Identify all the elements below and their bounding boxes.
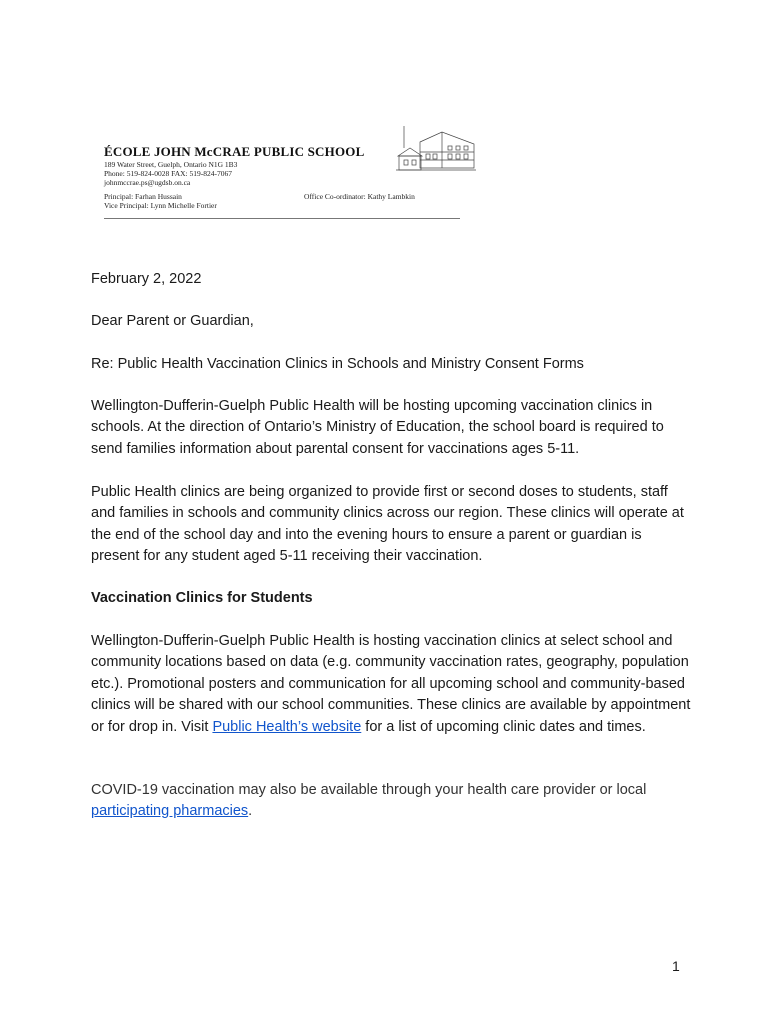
school-building-icon: [396, 122, 476, 182]
school-email: johnmccrae.ps@ugdsb.on.ca: [104, 178, 191, 187]
school-phone-fax: Phone: 519-824-0028 FAX: 519-824-7067: [104, 169, 232, 178]
paragraph-text: .: [248, 803, 253, 819]
page-number: 1: [672, 958, 680, 974]
letterhead-divider: [104, 218, 460, 219]
school-address: 189 Water Street, Guelph, Ontario N1G 1B3: [104, 160, 238, 169]
letterhead: [104, 122, 464, 222]
principal-name: Principal: Farhan Hussain: [104, 192, 182, 201]
paragraph-clinics-organized: Public Health clinics are being organized to provide first or second doses to students, staff and families in schools and community clinics across our region. These clinics will operate at the end of the school day and into the evening hours to ensure a parent or guardian is present for any student aged 5-11 receiving their vaccination.: [91, 483, 684, 564]
paragraph-text: for a list of upcoming clinic dates and times.: [361, 718, 646, 735]
paragraph-intro: Wellington-Dufferin-Guelph Public Health will be hosting upcoming vaccination clinics in schools. At the direction of Ontario’s Ministry of Education, the school board is required to send families information about parental consent for vaccinations ages 5-11.: [91, 397, 664, 457]
salutation: Dear Parent or Guardian,: [91, 312, 254, 329]
public-health-website-link[interactable]: Public Health’s website: [212, 718, 362, 735]
section-heading: Vaccination Clinics for Students: [91, 589, 313, 606]
participating-pharmacies-link[interactable]: participating pharmacies: [91, 803, 249, 819]
paragraph-text: COVID-19 vaccination may also be available through your health care provider or local: [91, 781, 647, 798]
vice-principal-name: Vice Principal: Lynn Michelle Fortier: [104, 201, 217, 210]
school-name: ÉCOLE JOHN McCRAE PUBLIC SCHOOL: [104, 144, 365, 159]
office-coordinator-name: Office Co-ordinator: Kathy Lambkin: [304, 192, 415, 201]
paragraph-text: Wellington-Dufferin-Guelph Public Health is hosting vaccination clinics at select school and community locations based on data (e.g. community vaccination rates, geography, population etc.). Promotional posters and communication for all upcoming school and community-based clinics will be shared with our school communities. These clinics are available by appointment or for drop in. Visit: [91, 632, 691, 735]
letter-date: February 2, 2022: [91, 270, 202, 287]
subject-line: Re: Public Health Vaccination Clinics in Schools and Ministry Consent Forms: [91, 355, 584, 372]
paragraph-pharmacies: [91, 780, 691, 823]
paragraph-clinic-locations: [91, 631, 691, 739]
